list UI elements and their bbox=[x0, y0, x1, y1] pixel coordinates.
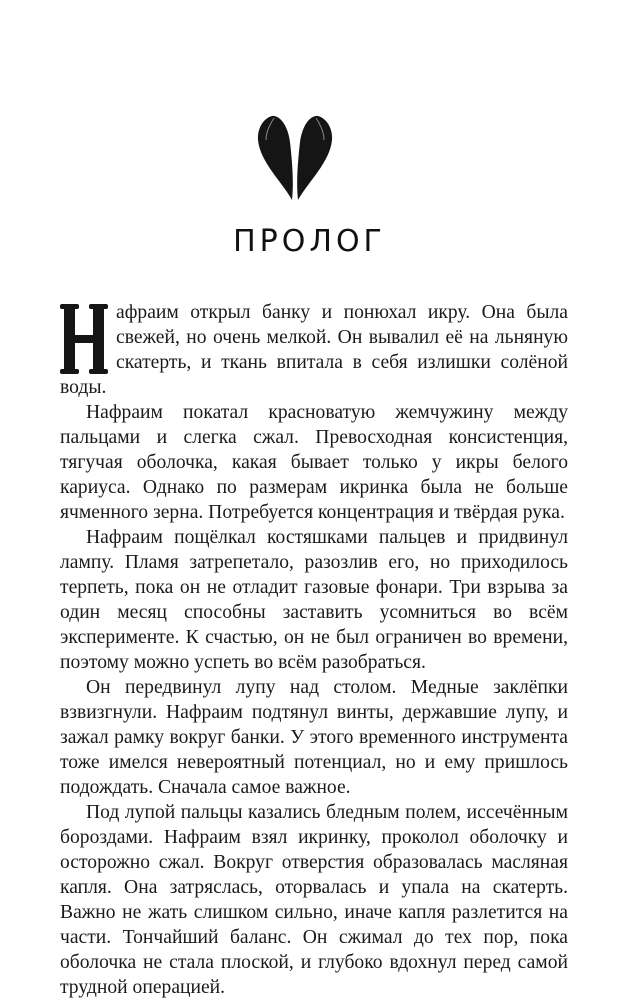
paragraph: Нафраим пощёлкал костяшками пальцев и придвинул лампу. Пламя затрепетало, разозлив его, но приходилось терпеть, пока он не отладит газовые фонари. Три взрыва за один месяц способны заставить усомниться во всём эксперименте. К счастью, он не был ограничен во времени, поэтому можно успеть во всём разобраться. bbox=[60, 527, 568, 673]
chapter-body bbox=[60, 300, 568, 1000]
chapter-title: ПРОЛОГ bbox=[233, 224, 386, 259]
paragraph: Нафраим покатал красноватую жемчужину между пальцами и слегка сжал. Превосходная консистенция, тягучая оболочка, какая бывает только у икры белого кариуса. Однако по размерам икринка была не больше ячменного зерна. Потребуется концентрация и твёрдая рука. bbox=[60, 402, 568, 523]
first-paragraph bbox=[60, 300, 568, 400]
first-paragraph-text: афраим открыл банку и понюхал икру. Она была свежей, но очень мелкой. Он вывалил её на льняную скатерть, и ткань впитала в себя излишки солёной воды. bbox=[60, 302, 568, 398]
feathers-icon bbox=[252, 112, 338, 202]
paragraph: Под лупой пальцы казались бледным полем, иссечённым бороздами. Нафраим взял икринку, проколол оболочку и осторожно сжал. Вокруг отверстия образовалась масляная капля. Она затряслась, оторвалась и упала на скатерть. Важно не жать слишком сильно, иначе капля разлетится на части. Тончайший баланс. Он сжимал до тех пор, пока оболочка не стала плоской, и глубоко вдохнул перед самой трудной операцией. bbox=[60, 802, 568, 998]
drop-cap bbox=[60, 304, 108, 374]
paragraph: Он передвинул лупу над столом. Медные заклёпки взвизгнули. Нафраим подтянул винты, державшие лупу, и зажал рамку вокруг банки. У этого временного инструмента тоже имелся невероятный потенциал, но и ему пришлось подождать. Сначала самое важное. bbox=[60, 677, 568, 798]
